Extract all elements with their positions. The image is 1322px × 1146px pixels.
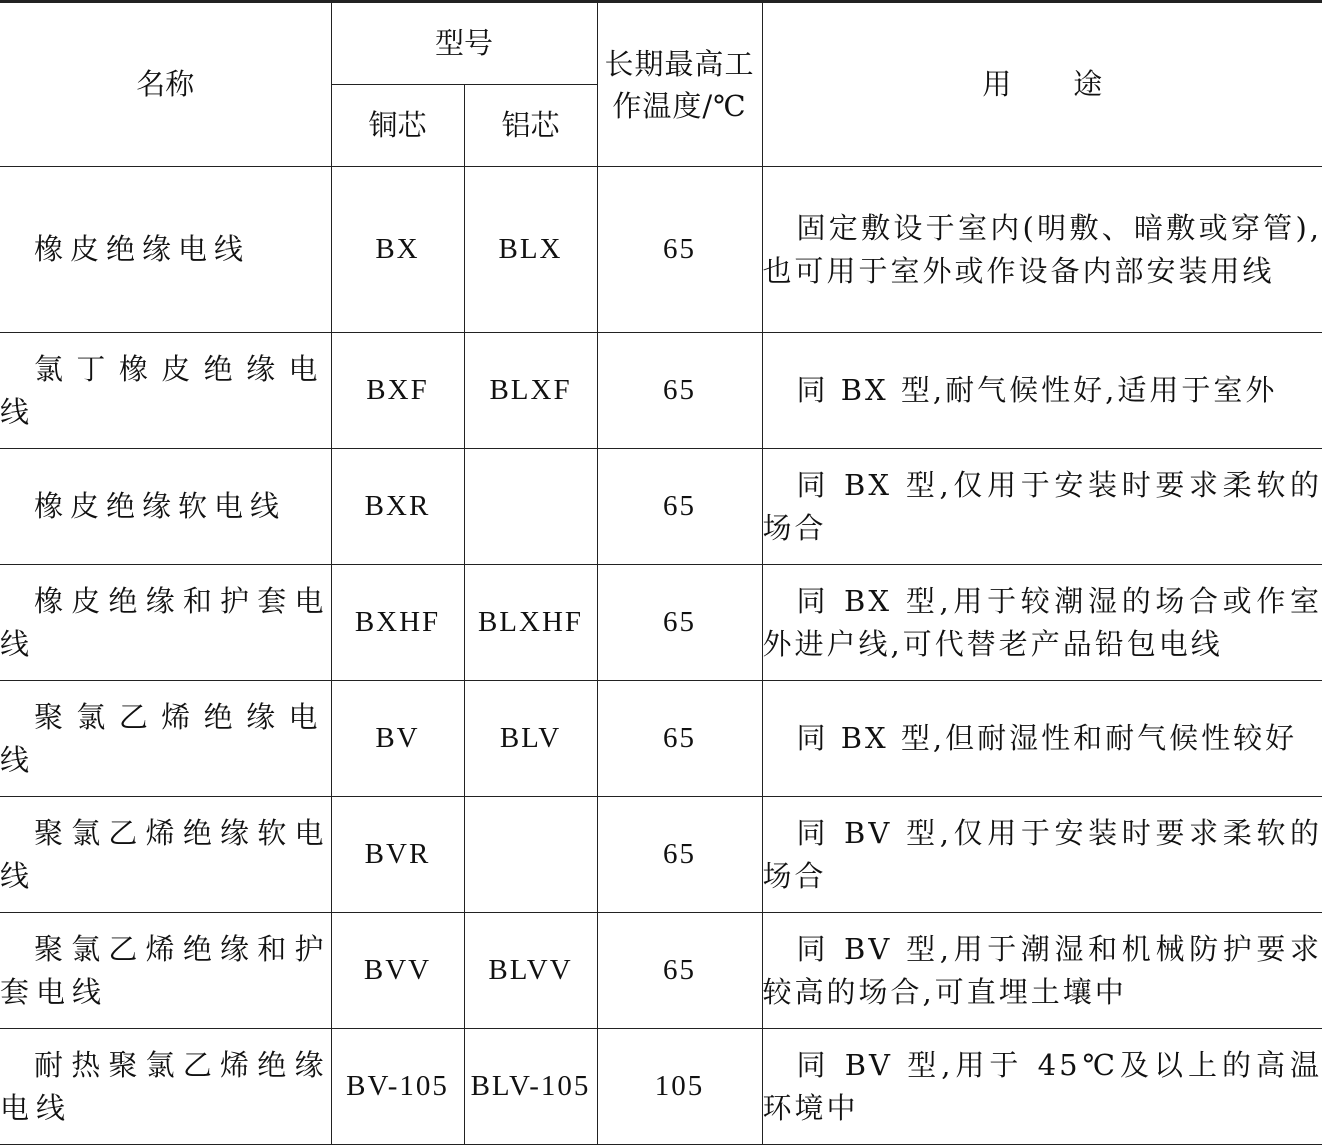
wire-name: 聚氯乙烯绝缘和护套电线: [0, 913, 331, 1029]
copper-model: BX: [331, 167, 464, 333]
copper-model: BVV: [331, 913, 464, 1029]
wire-usage: 同 BV 型,用于 45℃及以上的高温环境中: [762, 1029, 1322, 1145]
wire-name: 聚氯乙烯绝缘电线: [0, 681, 331, 797]
copper-model: BXF: [331, 333, 464, 449]
header-model: 型号: [331, 2, 597, 85]
aluminum-model: BLX: [464, 167, 597, 333]
header-temperature: 长期最高工作温度/℃: [597, 2, 762, 167]
max-temperature: 65: [597, 167, 762, 333]
wire-name: 聚氯乙烯绝缘软电线: [0, 797, 331, 913]
copper-model: BXR: [331, 449, 464, 565]
wire-usage: 同 BX 型,仅用于安装时要求柔软的场合: [762, 449, 1322, 565]
wire-name: 耐热聚氯乙烯绝缘电线: [0, 1029, 331, 1145]
copper-model: BXHF: [331, 565, 464, 681]
wire-usage: 同 BV 型,用于潮湿和机械防护要求较高的场合,可直埋土壤中: [762, 913, 1322, 1029]
table-row: [0, 333, 1322, 449]
aluminum-model: BLXHF: [464, 565, 597, 681]
copper-model: BVR: [331, 797, 464, 913]
aluminum-model: [464, 449, 597, 565]
wire-usage: 同 BX 型,用于较潮湿的场合或作室外进户线,可代替老产品铅包电线: [762, 565, 1322, 681]
wire-name: 橡皮绝缘电线: [0, 167, 331, 333]
header-name: 名称: [0, 2, 331, 167]
wire-usage: 同 BX 型,但耐湿性和耐气候性较好: [762, 681, 1322, 797]
table-row: [0, 913, 1322, 1029]
wire-name: 橡皮绝缘和护套电线: [0, 565, 331, 681]
header-aluminum: 铝芯: [464, 85, 597, 167]
aluminum-model: BLXF: [464, 333, 597, 449]
header-usage: 用途: [762, 2, 1322, 167]
wire-usage: 同 BV 型,仅用于安装时要求柔软的场合: [762, 797, 1322, 913]
copper-model: BV: [331, 681, 464, 797]
max-temperature: 65: [597, 449, 762, 565]
table-row: [0, 167, 1322, 333]
max-temperature: 65: [597, 681, 762, 797]
aluminum-model: BLVV: [464, 913, 597, 1029]
table-row: [0, 449, 1322, 565]
wire-usage: 同 BX 型,耐气候性好,适用于室外: [762, 333, 1322, 449]
aluminum-model: BLV-105: [464, 1029, 597, 1145]
max-temperature: 105: [597, 1029, 762, 1145]
wire-name: 橡皮绝缘软电线: [0, 449, 331, 565]
header-copper: 铜芯: [331, 85, 464, 167]
aluminum-model: [464, 797, 597, 913]
table-row: [0, 565, 1322, 681]
table-row: [0, 681, 1322, 797]
copper-model: BV-105: [331, 1029, 464, 1145]
table-body: [0, 167, 1322, 1145]
max-temperature: 65: [597, 797, 762, 913]
table-row: [0, 1029, 1322, 1145]
wire-name: 氯丁橡皮绝缘电线: [0, 333, 331, 449]
max-temperature: 65: [597, 913, 762, 1029]
max-temperature: 65: [597, 565, 762, 681]
table-header: [0, 2, 1322, 167]
wire-usage: 固定敷设于室内(明敷、暗敷或穿管),也可用于室外或作设备内部安装用线: [762, 167, 1322, 333]
max-temperature: 65: [597, 333, 762, 449]
aluminum-model: BLV: [464, 681, 597, 797]
table-row: [0, 797, 1322, 913]
